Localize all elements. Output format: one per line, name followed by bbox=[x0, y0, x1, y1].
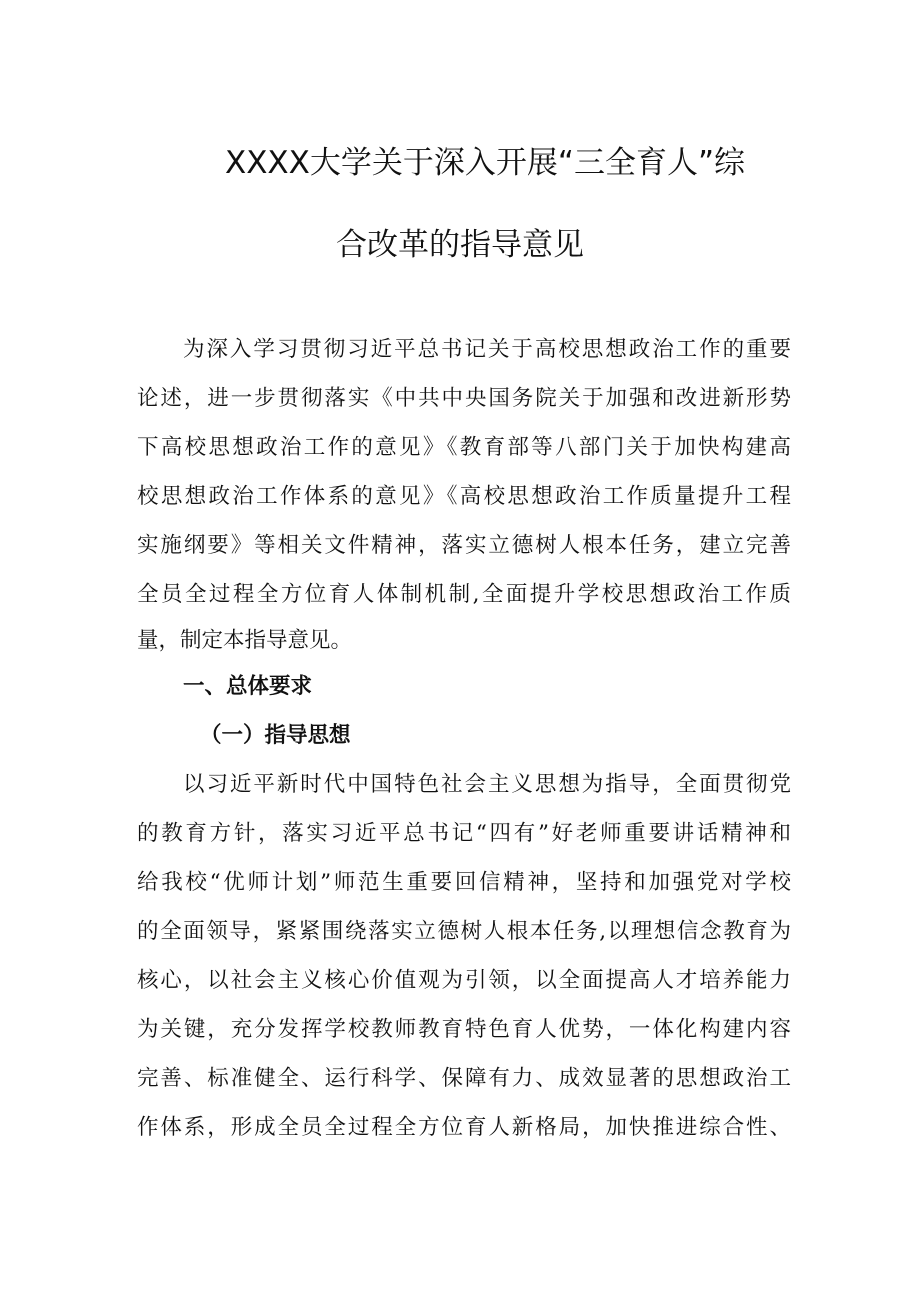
section-heading: 一、总体要求 bbox=[183, 674, 313, 699]
body-line: 为关键，充分发挥学校教师教育特色育人优势，一体化构建内容 bbox=[137, 1017, 791, 1042]
preface-line: 量，制定本指导意见。 bbox=[137, 628, 353, 653]
subsection-heading: （一）指导思想 bbox=[200, 723, 351, 748]
body-line: 作体系，形成全员全过程全方位育人新格局，加快推进综合性、 bbox=[137, 1115, 791, 1140]
preface-line: 校思想政治工作体系的意见》《高校思想政治工作质量提升工程 bbox=[137, 484, 791, 509]
document-title-line-2: 合改革的指导意见 bbox=[336, 227, 584, 263]
body-line: 完善、标准健全、运行科学、保障有力、成效显著的思想政治工 bbox=[137, 1066, 791, 1091]
preface-line: 为深入学习贯彻习近平总书记关于高校思想政治工作的重要 bbox=[183, 337, 791, 362]
body-line: 核心，以社会主义核心价值观为引领，以全面提高人才培养能力 bbox=[137, 968, 791, 993]
document-title-line-1: XXXX大学关于深入开展“三全育人”综 bbox=[224, 145, 746, 181]
body-line: 以习近平新时代中国特色社会主义思想为指导，全面贯彻党 bbox=[183, 772, 791, 797]
preface-line: 下高校思想政治工作的意见》《教育部等八部门关于加快构建高 bbox=[137, 435, 791, 460]
preface-line: 论述，进一步贯彻落实《中共中央国务院关于加强和改进新形势 bbox=[137, 386, 791, 411]
preface-line: 实施纲要》等相关文件精神，落实立德树人根本任务，建立完善 bbox=[137, 533, 791, 558]
body-line: 的教育方针，落实习近平总书记“四有”好老师重要讲话精神和 bbox=[137, 821, 791, 846]
body-line: 的全面领导，紧紧围绕落实立德树人根本任务,以理想信念教育为 bbox=[137, 919, 791, 944]
preface-line: 全员全过程全方位育人体制机制,全面提升学校思想政治工作质 bbox=[137, 582, 791, 607]
body-line: 给我校“优师计划”师范生重要回信精神，坚持和加强党对学校 bbox=[137, 870, 791, 895]
